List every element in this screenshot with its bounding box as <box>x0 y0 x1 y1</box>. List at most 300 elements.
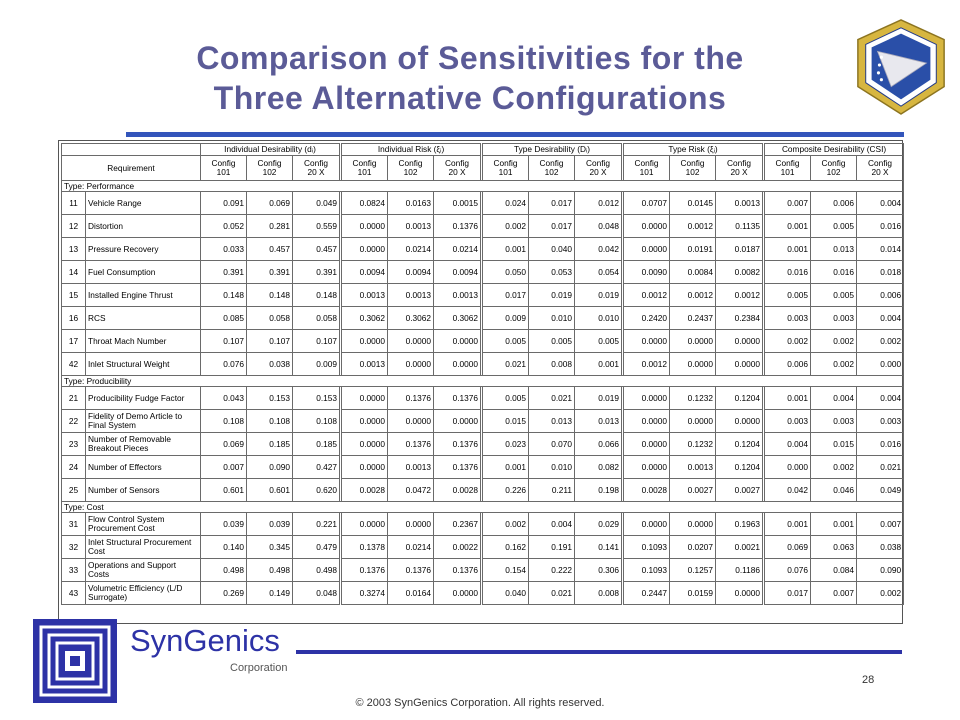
value-cell: 0.107 <box>201 330 247 353</box>
table-row <box>62 559 904 582</box>
requirement-id: 15 <box>62 284 86 307</box>
requirement-id: 43 <box>62 582 86 605</box>
value-cell: 0.0000 <box>342 215 388 238</box>
value-cell: 0.021 <box>529 387 575 410</box>
value-cell: 0.0028 <box>624 479 670 502</box>
brand-underline <box>296 650 902 654</box>
value-cell: 0.0021 <box>716 536 763 559</box>
value-cell: 0.1257 <box>670 559 716 582</box>
value-cell: 0.154 <box>483 559 529 582</box>
value-cell: 0.427 <box>293 456 340 479</box>
page-number: 28 <box>862 674 875 686</box>
value-cell: 0.0000 <box>434 582 481 605</box>
value-cell: 0.0163 <box>388 192 434 215</box>
value-cell: 0.0000 <box>670 330 716 353</box>
value-cell: 0.0207 <box>670 536 716 559</box>
value-cell: 0.1376 <box>434 433 481 456</box>
config-number: 20 X <box>307 167 325 177</box>
value-cell: 0.0094 <box>434 261 481 284</box>
value-cell: 0.1376 <box>388 387 434 410</box>
value-cell: 0.0214 <box>434 238 481 261</box>
requirement-name: Distortion <box>86 215 201 238</box>
value-cell: 0.0000 <box>342 387 388 410</box>
syngenics-logo <box>32 618 118 704</box>
value-cell: 0.0013 <box>342 284 388 307</box>
config-label: Config <box>211 158 236 168</box>
value-cell: 0.0000 <box>624 387 670 410</box>
value-cell: 0.0000 <box>624 410 670 433</box>
value-cell: 0.002 <box>765 330 811 353</box>
value-cell: 0.007 <box>857 513 904 536</box>
table-row <box>62 192 904 215</box>
value-cell: 0.222 <box>529 559 575 582</box>
value-cell: 0.2420 <box>624 307 670 330</box>
value-cell: 0.153 <box>293 387 340 410</box>
value-cell: 0.1376 <box>342 559 388 582</box>
value-cell: 0.108 <box>201 410 247 433</box>
config-label: Config <box>398 158 423 168</box>
value-cell: 0.2447 <box>624 582 670 605</box>
value-cell: 0.0472 <box>388 479 434 502</box>
table-row <box>62 433 904 456</box>
value-cell: 0.185 <box>247 433 293 456</box>
value-cell: 0.191 <box>529 536 575 559</box>
value-cell: 0.002 <box>483 215 529 238</box>
value-cell: 0.009 <box>293 353 340 376</box>
value-cell: 0.005 <box>811 215 857 238</box>
value-cell: 0.198 <box>575 479 622 502</box>
value-cell: 0.498 <box>201 559 247 582</box>
value-cell: 0.141 <box>575 536 622 559</box>
value-cell: 0.1232 <box>670 387 716 410</box>
value-cell: 0.0214 <box>388 536 434 559</box>
requirement-id: 22 <box>62 410 86 433</box>
config-header-cell <box>342 156 388 181</box>
requirement-id: 25 <box>62 479 86 502</box>
value-cell: 0.3274 <box>342 582 388 605</box>
title-line-2: Three Alternative Configurations <box>213 80 727 116</box>
value-cell: 0.010 <box>529 456 575 479</box>
requirement-name: Number of Removable Breakout Pieces <box>86 433 201 456</box>
value-cell: 0.021 <box>529 582 575 605</box>
value-cell: 0.006 <box>765 353 811 376</box>
requirement-id: 42 <box>62 353 86 376</box>
value-cell: 0.0000 <box>342 330 388 353</box>
config-header-cell <box>434 156 481 181</box>
value-cell: 0.1232 <box>670 433 716 456</box>
group-header-row <box>62 144 904 156</box>
value-cell: 0.009 <box>483 307 529 330</box>
value-cell: 0.058 <box>293 307 340 330</box>
config-label: Config <box>493 158 518 168</box>
value-cell: 0.601 <box>247 479 293 502</box>
value-cell: 0.0000 <box>624 513 670 536</box>
value-cell: 0.049 <box>293 192 340 215</box>
table-body <box>62 181 904 605</box>
config-number: 102 <box>826 167 841 177</box>
value-cell: 0.559 <box>293 215 340 238</box>
slide-title <box>60 38 880 118</box>
table-row <box>62 261 904 284</box>
value-cell: 0.002 <box>811 330 857 353</box>
config-number: 20 X <box>448 167 466 177</box>
value-cell: 0.1093 <box>624 536 670 559</box>
requirement-name: Installed Engine Thrust <box>86 284 201 307</box>
value-cell: 0.2384 <box>716 307 763 330</box>
table-row <box>62 284 904 307</box>
group-header-individual-desirability: Individual Desirability (dᵢ) <box>201 144 340 156</box>
value-cell: 0.0012 <box>670 215 716 238</box>
group-header-composite-desirability: Composite Desirability (CSI) <box>765 144 904 156</box>
value-cell: 0.008 <box>529 353 575 376</box>
value-cell: 0.016 <box>811 261 857 284</box>
config-number: 20 X <box>871 167 889 177</box>
requirement-name: Fuel Consumption <box>86 261 201 284</box>
sensitivity-table <box>61 143 904 605</box>
config-label: Config <box>727 158 752 168</box>
value-cell: 0.107 <box>247 330 293 353</box>
value-cell: 0.090 <box>247 456 293 479</box>
brand-name: SynGenics <box>130 623 280 658</box>
value-cell: 0.140 <box>201 536 247 559</box>
group-header-individual-risk: Individual Risk (ξᵢ) <box>342 144 481 156</box>
value-cell: 0.0012 <box>624 353 670 376</box>
value-cell: 0.0000 <box>670 410 716 433</box>
value-cell: 0.008 <box>575 582 622 605</box>
value-cell: 0.0000 <box>716 353 763 376</box>
value-cell: 0.038 <box>857 536 904 559</box>
value-cell: 0.019 <box>575 284 622 307</box>
value-cell: 0.002 <box>811 353 857 376</box>
requirement-name: RCS <box>86 307 201 330</box>
value-cell: 0.0159 <box>670 582 716 605</box>
config-label: Config <box>868 158 893 168</box>
value-cell: 0.039 <box>201 513 247 536</box>
value-cell: 0.019 <box>575 387 622 410</box>
value-cell: 0.040 <box>529 238 575 261</box>
value-cell: 0.007 <box>201 456 247 479</box>
value-cell: 0.024 <box>483 192 529 215</box>
value-cell: 0.0028 <box>434 479 481 502</box>
table-row <box>62 387 904 410</box>
config-number: 102 <box>544 167 559 177</box>
value-cell: 0.085 <box>201 307 247 330</box>
value-cell: 0.0000 <box>670 513 716 536</box>
config-header-cell <box>765 156 811 181</box>
config-header-cell <box>624 156 670 181</box>
value-cell: 0.148 <box>247 284 293 307</box>
value-cell: 0.1093 <box>624 559 670 582</box>
value-cell: 0.1204 <box>716 433 763 456</box>
value-cell: 0.042 <box>575 238 622 261</box>
value-cell: 0.1376 <box>434 215 481 238</box>
value-cell: 0.0000 <box>624 456 670 479</box>
value-cell: 0.2367 <box>434 513 481 536</box>
value-cell: 0.013 <box>529 410 575 433</box>
config-label: Config <box>257 158 282 168</box>
table-row <box>62 410 904 433</box>
table-row <box>62 456 904 479</box>
value-cell: 0.001 <box>765 215 811 238</box>
value-cell: 0.049 <box>857 479 904 502</box>
value-cell: 0.498 <box>293 559 340 582</box>
value-cell: 0.3062 <box>388 307 434 330</box>
value-cell: 0.005 <box>483 330 529 353</box>
value-cell: 0.017 <box>765 582 811 605</box>
value-cell: 0.3062 <box>342 307 388 330</box>
value-cell: 0.013 <box>811 238 857 261</box>
value-cell: 0.0000 <box>670 353 716 376</box>
table-row <box>62 307 904 330</box>
value-cell: 0.015 <box>811 433 857 456</box>
table-row <box>62 513 904 536</box>
value-cell: 0.0824 <box>342 192 388 215</box>
config-header-cell <box>388 156 434 181</box>
value-cell: 0.0028 <box>342 479 388 502</box>
value-cell: 0.0000 <box>388 410 434 433</box>
config-header-cell <box>670 156 716 181</box>
requirement-name: Inlet Structural Procurement Cost <box>86 536 201 559</box>
config-number: 20 X <box>589 167 607 177</box>
value-cell: 0.058 <box>247 307 293 330</box>
value-cell: 0.002 <box>857 330 904 353</box>
value-cell: 0.0000 <box>716 330 763 353</box>
value-cell: 0.033 <box>201 238 247 261</box>
value-cell: 0.000 <box>765 456 811 479</box>
value-cell: 0.1376 <box>434 456 481 479</box>
value-cell: 0.004 <box>765 433 811 456</box>
value-cell: 0.0013 <box>670 456 716 479</box>
config-header-row <box>62 156 904 181</box>
config-header-cell <box>857 156 904 181</box>
requirement-name: Number of Sensors <box>86 479 201 502</box>
value-cell: 0.016 <box>765 261 811 284</box>
value-cell: 0.0000 <box>716 410 763 433</box>
value-cell: 0.0013 <box>388 215 434 238</box>
value-cell: 0.015 <box>483 410 529 433</box>
config-header-cell <box>811 156 857 181</box>
config-label: Config <box>586 158 611 168</box>
value-cell: 0.0000 <box>434 353 481 376</box>
section-label: Type: Cost <box>62 502 904 513</box>
value-cell: 0.0000 <box>342 238 388 261</box>
value-cell: 0.0000 <box>434 410 481 433</box>
value-cell: 0.018 <box>857 261 904 284</box>
value-cell: 0.017 <box>483 284 529 307</box>
value-cell: 0.069 <box>247 192 293 215</box>
value-cell: 0.1186 <box>716 559 763 582</box>
table-row <box>62 536 904 559</box>
requirement-name: Flow Control System Procurement Cost <box>86 513 201 536</box>
requirement-name: Inlet Structural Weight <box>86 353 201 376</box>
config-label: Config <box>634 158 659 168</box>
value-cell: 0.043 <box>201 387 247 410</box>
requirement-header: Requirement <box>62 156 201 181</box>
value-cell: 0.391 <box>293 261 340 284</box>
section-row <box>62 502 904 513</box>
table-row <box>62 479 904 502</box>
requirement-name: Producibility Fudge Factor <box>86 387 201 410</box>
config-header-cell <box>529 156 575 181</box>
value-cell: 0.012 <box>575 192 622 215</box>
value-cell: 0.001 <box>483 456 529 479</box>
value-cell: 0.0000 <box>624 433 670 456</box>
value-cell: 0.1378 <box>342 536 388 559</box>
value-cell: 0.391 <box>247 261 293 284</box>
value-cell: 0.021 <box>857 456 904 479</box>
value-cell: 0.017 <box>529 192 575 215</box>
value-cell: 0.0013 <box>388 284 434 307</box>
value-cell: 0.0022 <box>434 536 481 559</box>
value-cell: 0.148 <box>201 284 247 307</box>
value-cell: 0.153 <box>247 387 293 410</box>
value-cell: 0.070 <box>529 433 575 456</box>
value-cell: 0.269 <box>201 582 247 605</box>
table-row <box>62 238 904 261</box>
value-cell: 0.017 <box>529 215 575 238</box>
value-cell: 0.053 <box>529 261 575 284</box>
value-cell: 0.1376 <box>434 387 481 410</box>
value-cell: 0.000 <box>857 353 904 376</box>
requirement-name: Number of Effectors <box>86 456 201 479</box>
value-cell: 0.076 <box>765 559 811 582</box>
requirement-name: Throat Mach Number <box>86 330 201 353</box>
value-cell: 0.0000 <box>342 410 388 433</box>
requirement-id: 12 <box>62 215 86 238</box>
requirement-name: Operations and Support Costs <box>86 559 201 582</box>
requirement-id: 17 <box>62 330 86 353</box>
value-cell: 0.069 <box>201 433 247 456</box>
value-cell: 0.620 <box>293 479 340 502</box>
value-cell: 0.0027 <box>716 479 763 502</box>
value-cell: 0.002 <box>857 582 904 605</box>
value-cell: 0.391 <box>201 261 247 284</box>
config-number: 102 <box>403 167 418 177</box>
value-cell: 0.107 <box>293 330 340 353</box>
value-cell: 0.090 <box>857 559 904 582</box>
value-cell: 0.004 <box>857 192 904 215</box>
value-cell: 0.050 <box>483 261 529 284</box>
value-cell: 0.019 <box>529 284 575 307</box>
value-cell: 0.2437 <box>670 307 716 330</box>
value-cell: 0.038 <box>247 353 293 376</box>
value-cell: 0.082 <box>575 456 622 479</box>
config-number: 101 <box>357 167 372 177</box>
value-cell: 0.457 <box>247 238 293 261</box>
value-cell: 0.345 <box>247 536 293 559</box>
value-cell: 0.001 <box>575 353 622 376</box>
value-cell: 0.0012 <box>716 284 763 307</box>
value-cell: 0.226 <box>483 479 529 502</box>
value-cell: 0.007 <box>765 192 811 215</box>
value-cell: 0.006 <box>811 192 857 215</box>
value-cell: 0.0000 <box>342 433 388 456</box>
config-header-cell <box>293 156 340 181</box>
value-cell: 0.1376 <box>434 559 481 582</box>
value-cell: 0.211 <box>529 479 575 502</box>
value-cell: 0.0145 <box>670 192 716 215</box>
value-cell: 0.0000 <box>342 513 388 536</box>
config-number: 101 <box>780 167 795 177</box>
value-cell: 0.1204 <box>716 387 763 410</box>
value-cell: 0.042 <box>765 479 811 502</box>
brand-subtitle: Corporation <box>230 662 288 674</box>
value-cell: 0.006 <box>857 284 904 307</box>
value-cell: 0.498 <box>247 559 293 582</box>
value-cell: 0.005 <box>575 330 622 353</box>
value-cell: 0.002 <box>483 513 529 536</box>
value-cell: 0.048 <box>293 582 340 605</box>
value-cell: 0.108 <box>293 410 340 433</box>
value-cell: 0.0094 <box>388 261 434 284</box>
value-cell: 0.1963 <box>716 513 763 536</box>
value-cell: 0.091 <box>201 192 247 215</box>
value-cell: 0.010 <box>529 307 575 330</box>
value-cell: 0.149 <box>247 582 293 605</box>
sensitivity-table-frame <box>58 140 903 624</box>
value-cell: 0.1376 <box>388 433 434 456</box>
config-number: 102 <box>685 167 700 177</box>
value-cell: 0.001 <box>483 238 529 261</box>
requirement-id: 32 <box>62 536 86 559</box>
value-cell: 0.001 <box>765 387 811 410</box>
value-cell: 0.003 <box>811 307 857 330</box>
value-cell: 0.005 <box>483 387 529 410</box>
value-cell: 0.0164 <box>388 582 434 605</box>
value-cell: 0.076 <box>201 353 247 376</box>
value-cell: 0.0000 <box>342 456 388 479</box>
value-cell: 0.0027 <box>670 479 716 502</box>
requirement-id: 24 <box>62 456 86 479</box>
requirement-id: 14 <box>62 261 86 284</box>
copyright-footer: © 2003 SynGenics Corporation. All rights reserved. <box>355 697 605 709</box>
table-row <box>62 215 904 238</box>
table-row <box>62 330 904 353</box>
config-label: Config <box>352 158 377 168</box>
table-row <box>62 353 904 376</box>
group-header-type-risk: Type Risk (ξᵢ) <box>624 144 763 156</box>
config-number: 102 <box>262 167 277 177</box>
value-cell: 0.0013 <box>716 192 763 215</box>
title-line-1: Comparison of Sensitivities for the <box>196 40 744 76</box>
value-cell: 0.0000 <box>434 330 481 353</box>
requirement-name: Fidelity of Demo Article to Final System <box>86 410 201 433</box>
value-cell: 0.004 <box>529 513 575 536</box>
config-header-cell <box>201 156 247 181</box>
value-cell: 0.046 <box>811 479 857 502</box>
value-cell: 0.054 <box>575 261 622 284</box>
value-cell: 0.069 <box>765 536 811 559</box>
section-label: Type: Producibility <box>62 376 904 387</box>
value-cell: 0.023 <box>483 433 529 456</box>
value-cell: 0.0191 <box>670 238 716 261</box>
requirement-id: 23 <box>62 433 86 456</box>
value-cell: 0.0000 <box>716 582 763 605</box>
value-cell: 0.0012 <box>670 284 716 307</box>
value-cell: 0.0082 <box>716 261 763 284</box>
config-number: 20 X <box>730 167 748 177</box>
value-cell: 0.039 <box>247 513 293 536</box>
config-label: Config <box>680 158 705 168</box>
value-cell: 0.040 <box>483 582 529 605</box>
value-cell: 0.0013 <box>342 353 388 376</box>
value-cell: 0.601 <box>201 479 247 502</box>
value-cell: 0.001 <box>811 513 857 536</box>
requirement-name: Pressure Recovery <box>86 238 201 261</box>
requirement-id: 13 <box>62 238 86 261</box>
config-header-cell <box>716 156 763 181</box>
config-header-cell <box>483 156 529 181</box>
